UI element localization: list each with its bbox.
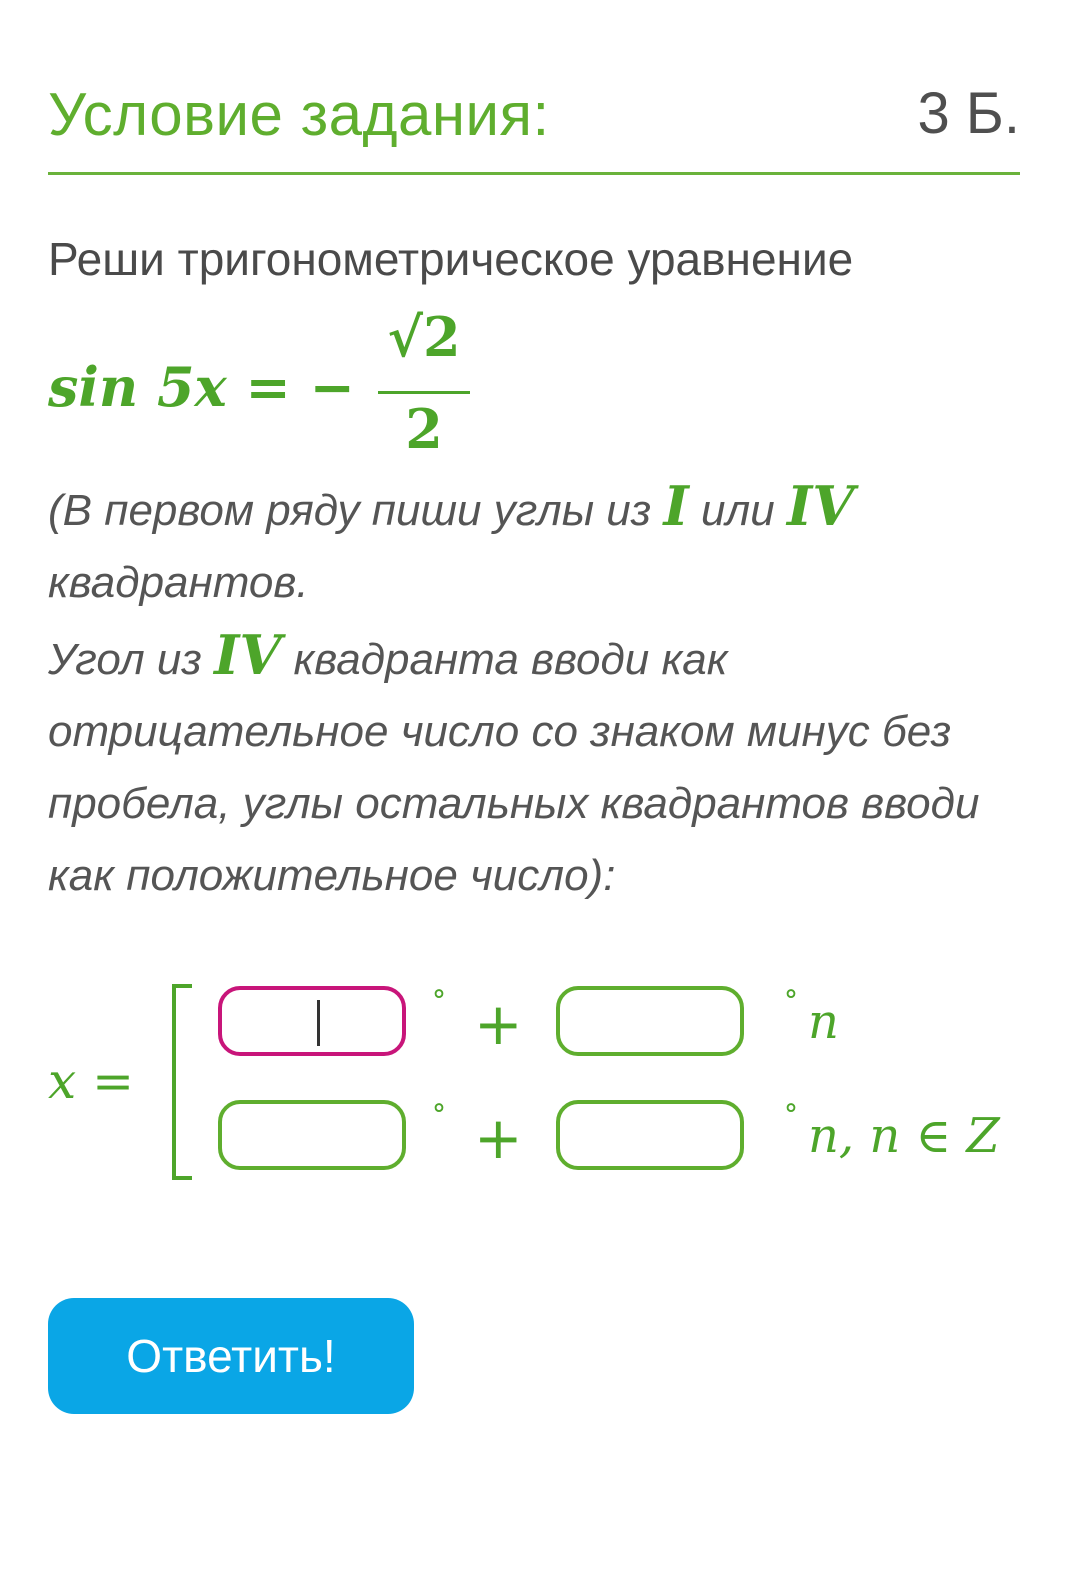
answer-input-row2-period[interactable] xyxy=(556,1100,744,1170)
degree-symbol: ° xyxy=(432,1098,446,1131)
degree-symbol: ° xyxy=(784,1098,798,1131)
instr-text-2: или xyxy=(688,486,787,535)
plus-sign: + xyxy=(474,1104,523,1172)
task-title: Условие задания: xyxy=(48,81,550,148)
instr-text-4: Угол из xyxy=(48,635,215,684)
task-header xyxy=(48,70,1020,175)
equation-fraction xyxy=(378,305,470,465)
instr-text-5: квадранта вводи как отрицательное число со знаком минус без пробела, углы остальных квадрантов вводи как положительное число): xyxy=(48,635,980,900)
instr-text-1: (В первом ряду пиши углы из xyxy=(48,486,664,535)
text-caret xyxy=(317,1000,320,1046)
answer-input-row2-angle[interactable] xyxy=(218,1100,406,1170)
row1-n: n xyxy=(808,994,839,1050)
system-bracket xyxy=(172,984,192,1180)
answer-lhs: x = xyxy=(48,1052,134,1110)
answer-input-row1-period[interactable] xyxy=(556,986,744,1056)
equation-lhs: sin 5x = − xyxy=(48,355,355,419)
quadrant-iv: IV xyxy=(786,474,855,538)
degree-symbol: ° xyxy=(432,984,446,1017)
fraction-bar xyxy=(378,391,470,394)
task-intro: Реши тригонометрическое уравнение xyxy=(48,233,854,285)
task-points: 3 Б. xyxy=(917,81,1020,146)
quadrant-i: I xyxy=(663,474,689,538)
instr-text-3: квадрантов. xyxy=(48,558,309,607)
row2-n-in-z: n, n ∈ Z xyxy=(808,1108,1000,1164)
task-instructions xyxy=(48,470,1008,912)
fraction-denominator: 2 xyxy=(405,397,443,461)
degree-symbol: ° xyxy=(784,984,798,1017)
submit-answer-button[interactable]: Ответить! xyxy=(48,1298,414,1414)
quadrant-iv-2: IV xyxy=(214,623,282,687)
equation xyxy=(48,305,548,465)
plus-sign: + xyxy=(474,990,523,1058)
answer-area xyxy=(0,970,1080,1190)
fraction-numerator: √2 xyxy=(387,305,461,369)
answer-input-row1-angle[interactable] xyxy=(218,986,406,1056)
